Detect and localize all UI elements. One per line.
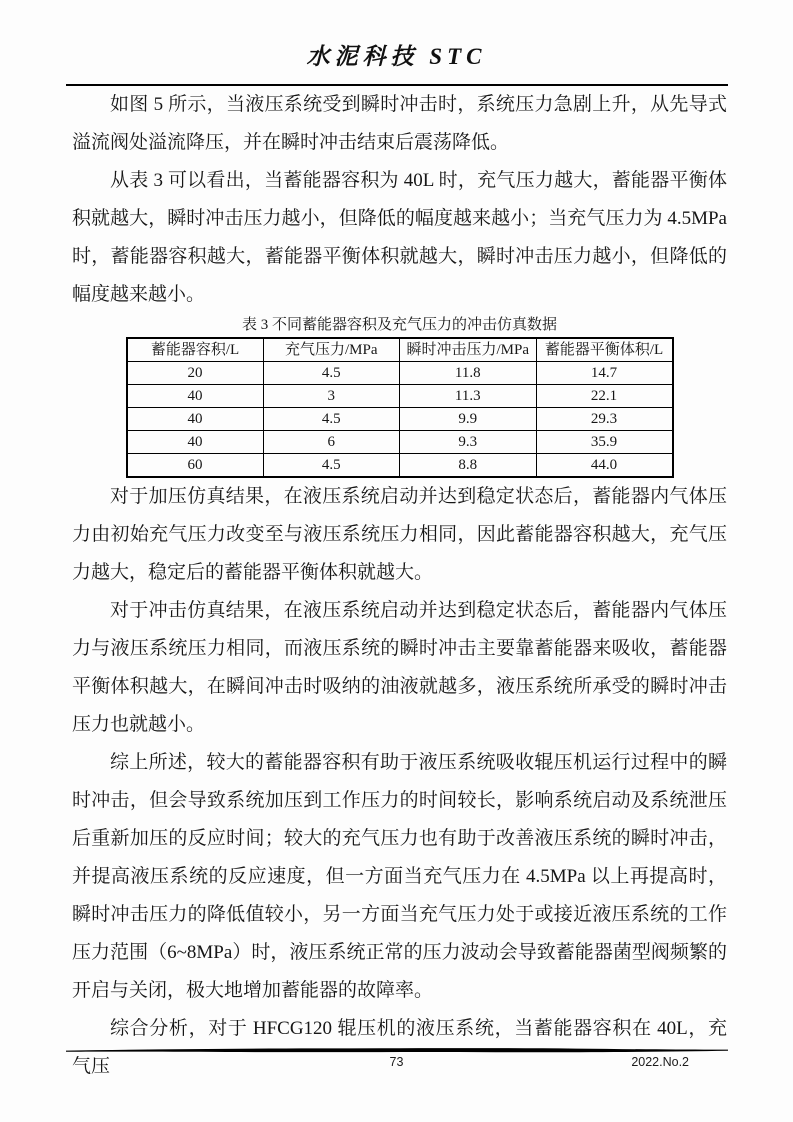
cell: 11.8 [400,362,537,385]
cell: 9.9 [400,408,537,431]
cell: 22.1 [536,385,673,408]
cell: 9.3 [400,431,537,454]
paragraph-4: 对于冲击仿真结果，在液压系统启动并达到稳定状态后，蓄能器内气体压力与液压系统压力相同，而液压系统的瞬时冲击主要靠蓄能器来吸收，蓄能器平衡体积越大，在瞬间冲击时吸纳的油液就越多，液压系统所承受的瞬时冲击压力也就越小。 [72,600,727,735]
cell: 40 [127,385,264,408]
body-text [72,86,727,1086]
col-header-charge-pressure: 充气压力/MPa [263,338,400,362]
col-header-accumulator-volume: 蓄能器容积/L [127,338,264,362]
col-header-balance-volume: 蓄能器平衡体积/L [536,338,673,362]
cell: 44.0 [536,454,673,478]
paragraph-5: 综上所述，较大的蓄能器容积有助于液压系统吸收辊压机运行过程中的瞬时冲击，但会导致系统加压到工作压力的时间较长，影响系统启动及系统泄压后重新加压的反应时间；较大的充气压力也有助于改善液压系统的瞬时冲击，并提高液压系统的反应速度，但一方面当充气压力在 4.5MPa 以上再提高时，瞬时冲击压力的降低值较小，另一方面当充气压力处于或接近液压系统的工作压力范围（6~8MPa）时，液压系统正常的压力波动会导致蓄能器菌型阀频繁的开启与关闭，极大地增加蓄能器的故障率。 [72,752,727,1001]
table-header-row [127,338,673,362]
cell: 4.5 [263,454,400,478]
table-row [127,431,673,454]
journal-title: 水泥科技 STC [306,44,487,69]
cell: 35.9 [536,431,673,454]
cell: 3 [263,385,400,408]
table-row [127,362,673,385]
cell: 6 [263,431,400,454]
table-caption: 表 3 不同蓄能器容积及充气压力的冲击仿真数据 [241,317,557,333]
paragraph-3: 对于加压仿真结果，在液压系统启动并达到稳定状态后，蓄能器内气体压力由初始充气压力改变至与液压系统压力相同，因此蓄能器容积越大，充气压力越大，稳定后的蓄能器平衡体积就越大。 [72,486,727,583]
paragraph-6: 综合分析，对于 HFCG120 辊压机的液压系统，当蓄能器容积在 40L，充气压 [72,1018,727,1077]
cell: 40 [127,408,264,431]
cell: 4.5 [263,362,400,385]
table-row [127,454,673,478]
paragraph-2: 从表 3 可以看出，当蓄能器容积为 40L 时，充气压力越大，蓄能器平衡体积就越大，瞬时冲击压力越小，但降低的幅度越来越小；当充气压力为 4.5MPa 时，蓄能器容积越大，蓄能器平衡体积就越大，瞬时冲击压力越小，但降低的幅度越来越小。 [72,170,727,305]
cell: 8.8 [400,454,537,478]
footer-rule [66,1046,728,1055]
table-row [127,385,673,408]
cell: 14.7 [536,362,673,385]
paragraph-1: 如图 5 所示，当液压系统受到瞬时冲击时，系统压力急剧上升，从先导式溢流阀处溢流降压，并在瞬时冲击结束后震荡降低。 [72,94,727,153]
col-header-impact-pressure: 瞬时冲击压力/MPa [400,338,537,362]
cell: 29.3 [536,408,673,431]
cell: 11.3 [400,385,537,408]
cell: 40 [127,431,264,454]
cell: 20 [127,362,264,385]
cell: 4.5 [263,408,400,431]
footer-page-number: 73 [389,1055,404,1069]
footer-issue: 2022.No.2 [631,1055,689,1069]
cell: 60 [127,454,264,478]
simulation-data-table [126,337,674,478]
table-row [127,408,673,431]
